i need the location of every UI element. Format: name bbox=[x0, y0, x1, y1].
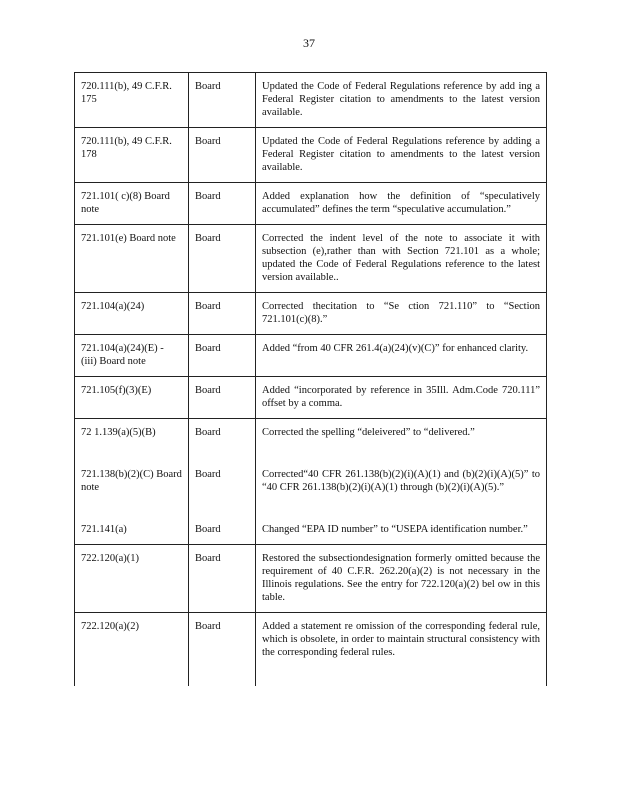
description-cell: Updated the Code of Federal Regulations reference by adding a Federal Register citation to amendments to the latest version available. bbox=[256, 128, 547, 183]
source-cell: Board bbox=[189, 73, 256, 128]
table-row bbox=[75, 335, 547, 377]
source-cell bbox=[189, 419, 256, 545]
section-cell: 721.104(a)(24) bbox=[75, 293, 189, 335]
description-cell: Restored the subsectiondesignation formerly omitted because the requirement of 40 C.F.R. 262.20(a)(2) is not necessary in the Illinois regulations. See the entry for 722.120(a)(2) bel ow in this table. bbox=[256, 545, 547, 613]
section-cell: 722.120(a)(2) bbox=[75, 613, 189, 687]
description-cell: Added a statement re omission of the corresponding federal rule, which is obsolete, in order to maintain structural consistency with the corresponding federal rules. bbox=[256, 613, 547, 687]
source-cell: Board bbox=[189, 183, 256, 225]
changes-table bbox=[74, 72, 547, 686]
source-cell: Board bbox=[189, 225, 256, 293]
description-cell: Added “from 40 CFR 261.4(a)(24)(v)(C)” for enhanced clarity. bbox=[256, 335, 547, 377]
source-entry: Board bbox=[195, 427, 221, 438]
section-entry: 721.141(a) bbox=[81, 524, 127, 535]
description-cell: Added “incorporated by reference in 35Ill. Adm.Code 720.111” offset by a comma. bbox=[256, 377, 547, 419]
table-row bbox=[75, 225, 547, 293]
section-cell: 721.105(f)(3)(E) bbox=[75, 377, 189, 419]
description-entry: Changed “EPA ID number” to “USEPA identification number.” bbox=[262, 524, 528, 535]
section-cell: 720.111(b), 49 C.F.R. 175 bbox=[75, 73, 189, 128]
description-cell bbox=[256, 419, 547, 545]
section-cell: 722.120(a)(1) bbox=[75, 545, 189, 613]
table-row bbox=[75, 73, 547, 128]
table-row bbox=[75, 545, 547, 613]
table-row bbox=[75, 128, 547, 183]
description-entry: Corrected the spelling “deleivered” to “delivered.” bbox=[262, 427, 475, 438]
section-cell: 720.111(b), 49 C.F.R. 178 bbox=[75, 128, 189, 183]
table-row bbox=[75, 293, 547, 335]
source-entry: Board bbox=[195, 524, 221, 535]
section-entry: 721.138(b)(2)(C) Board note bbox=[81, 469, 182, 493]
table-row bbox=[75, 377, 547, 419]
source-cell: Board bbox=[189, 293, 256, 335]
section-cell bbox=[75, 419, 189, 545]
description-cell: Added explanation how the definition of “speculatively accumulated” defines the term “speculative accumulation.” bbox=[256, 183, 547, 225]
source-cell: Board bbox=[189, 377, 256, 419]
section-cell: 721.104(a)(24)(E) - (iii) Board note bbox=[75, 335, 189, 377]
source-entry: Board bbox=[195, 469, 221, 480]
source-cell: Board bbox=[189, 545, 256, 613]
table-row-multi bbox=[75, 419, 547, 545]
section-entry: 72 1.139(a)(5)(B) bbox=[81, 427, 156, 438]
table-row bbox=[75, 183, 547, 225]
description-cell: Corrected the indent level of the note to associate it with subsection (e),rather than with Section 721.101 as a whole; updated the Code of Federal Regulations reference to the latest version available.. bbox=[256, 225, 547, 293]
table-row bbox=[75, 613, 547, 687]
description-cell: Updated the Code of Federal Regulations reference by add ing a Federal Register citation to amendments to the latest version available. bbox=[256, 73, 547, 128]
source-cell: Board bbox=[189, 335, 256, 377]
source-cell: Board bbox=[189, 613, 256, 687]
description-cell: Corrected thecitation to “Se ction 721.110” to “Section 721.101(c)(8).” bbox=[256, 293, 547, 335]
section-cell: 721.101(e) Board note bbox=[75, 225, 189, 293]
page-number: 37 bbox=[303, 36, 315, 50]
section-cell: 721.101( c)(8) Board note bbox=[75, 183, 189, 225]
description-entry: Corrected“40 CFR 261.138(b)(2)(i)(A)(1) and (b)(2)(i)(A)(5)” to “40 CFR 261.138(b)(2)(i)(A)(1) through (b)(2)(i)(A)(5).” bbox=[262, 469, 540, 493]
source-cell: Board bbox=[189, 128, 256, 183]
